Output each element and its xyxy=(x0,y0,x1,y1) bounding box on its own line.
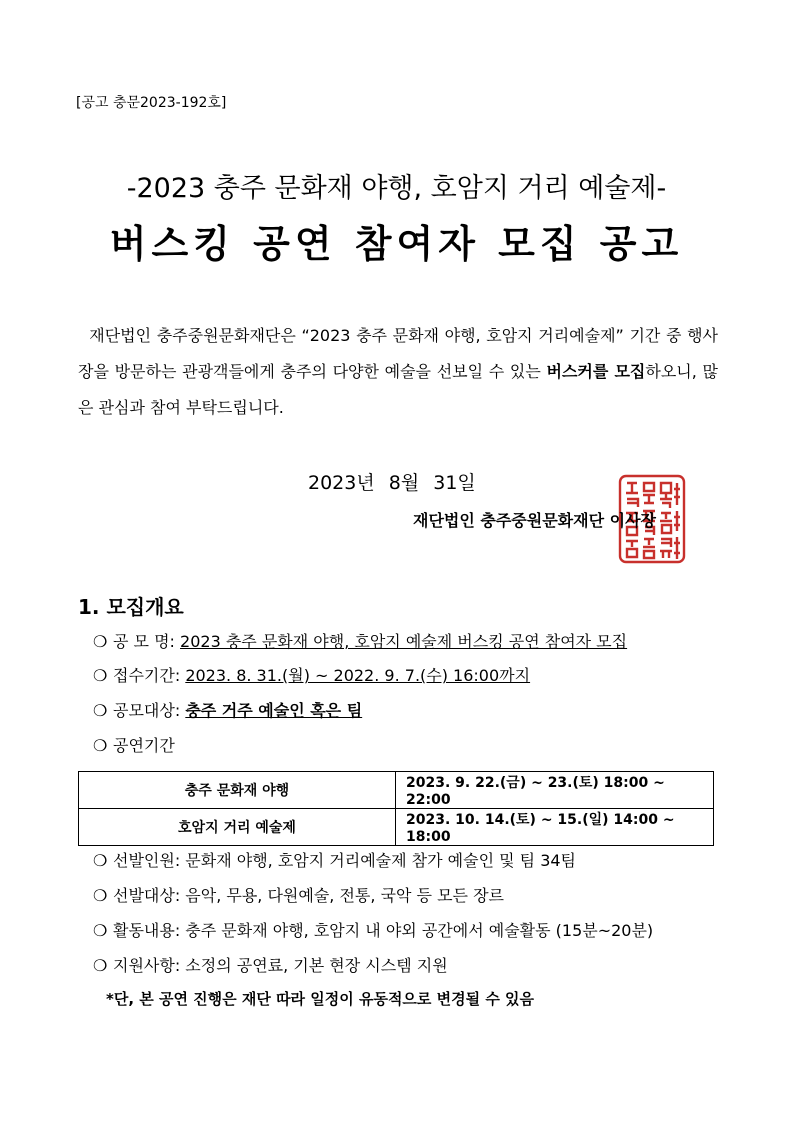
intro-paragraph xyxy=(78,318,718,426)
list-item-contest-name xyxy=(93,629,627,652)
item-text: 선발대상: 음악, 무용, 다원예술, 전통, 국악 등 모든 장르 xyxy=(113,886,504,905)
bullet-icon: ❍ xyxy=(93,851,108,870)
bullet-icon: ❍ xyxy=(93,701,108,720)
list-item-eligibility xyxy=(93,698,362,721)
notice-number: [공고 충문2023-192호] xyxy=(76,95,227,111)
item-value: 2023 충주 문화재 야행, 호암지 예술제 버스킹 공연 참여자 모집 xyxy=(180,632,628,651)
document-subtitle: -2023 충주 문화재 야행, 호암지 거리 예술제- xyxy=(126,173,667,204)
item-label: 공모대상: xyxy=(113,701,186,720)
list-item-support xyxy=(93,953,448,976)
list-item-application-period xyxy=(93,663,530,686)
intro-text-1: 재단법인 충주중원문화재단은 “2023 충주 문화재 야행, 호암지 거리예술제” 기간 중 행사장을 방문하는 관광객들에게 충주의 다양한 예술을 선보일 수 있는 xyxy=(78,326,718,381)
bullet-icon: ❍ xyxy=(93,921,108,940)
table-cell-dates: 2023. 10. 14.(토) ~ 15.(일) 14:00 ~ 18:00 xyxy=(396,809,714,846)
section-heading: 1. 모집개요 xyxy=(78,595,184,619)
item-text: 선발인원: 문화재 야행, 호암지 거리예술제 참가 예술인 및 팀 34팀 xyxy=(113,851,577,870)
list-item-activity xyxy=(93,918,653,941)
intro-text-2: 하오니, 많은 관심과 참여 부탁드립니다. xyxy=(78,362,718,417)
item-value: 충주 거주 예술인 혹은 팀 xyxy=(185,701,363,720)
list-item-genres xyxy=(93,883,504,906)
list-item-performance-period xyxy=(93,733,175,756)
table-cell-dates: 2023. 9. 22.(금) ~ 23.(토) 18:00 ~ 22:00 xyxy=(396,772,714,809)
item-label: 접수기간: xyxy=(113,666,186,685)
list-item-selection-count xyxy=(93,848,576,871)
item-text: 지원사항: 소정의 공연료, 기본 현장 시스템 지원 xyxy=(113,956,448,975)
bullet-icon: ❍ xyxy=(93,632,108,651)
item-text: 활동내용: 충주 문화재 야행, 호암지 내 야외 공간에서 예술활동 (15분~20분) xyxy=(113,921,654,940)
table-cell-event: 호암지 거리 예술제 xyxy=(79,809,396,846)
table-cell-event: 충주 문화재 야행 xyxy=(79,772,396,809)
bullet-icon: ❍ xyxy=(93,956,108,975)
document-title: 버스킹 공연 참여자 모집 공고 xyxy=(109,222,684,266)
intro-bold-text: 버스커를 모집 xyxy=(546,362,646,381)
table-row xyxy=(79,809,714,846)
bullet-icon: ❍ xyxy=(93,736,108,755)
item-label: 공 모 명: xyxy=(113,632,181,651)
issue-date: 2023년 8월 31일 xyxy=(308,472,476,494)
table-row xyxy=(79,772,714,809)
schedule-table xyxy=(78,771,714,846)
signer-name: 재단법인 충주중원문화재단 이사장 xyxy=(413,511,656,530)
bullet-icon: ❍ xyxy=(93,886,108,905)
bullet-icon: ❍ xyxy=(93,666,108,685)
footnote: *단, 본 공연 진행은 재단 따라 일정이 유동적으로 변경될 수 있음 xyxy=(106,990,535,1008)
item-value: 2023. 8. 31.(월) ~ 2022. 9. 7.(수) 16:00까지 xyxy=(185,666,531,685)
item-label: 공연기간 xyxy=(113,736,175,755)
